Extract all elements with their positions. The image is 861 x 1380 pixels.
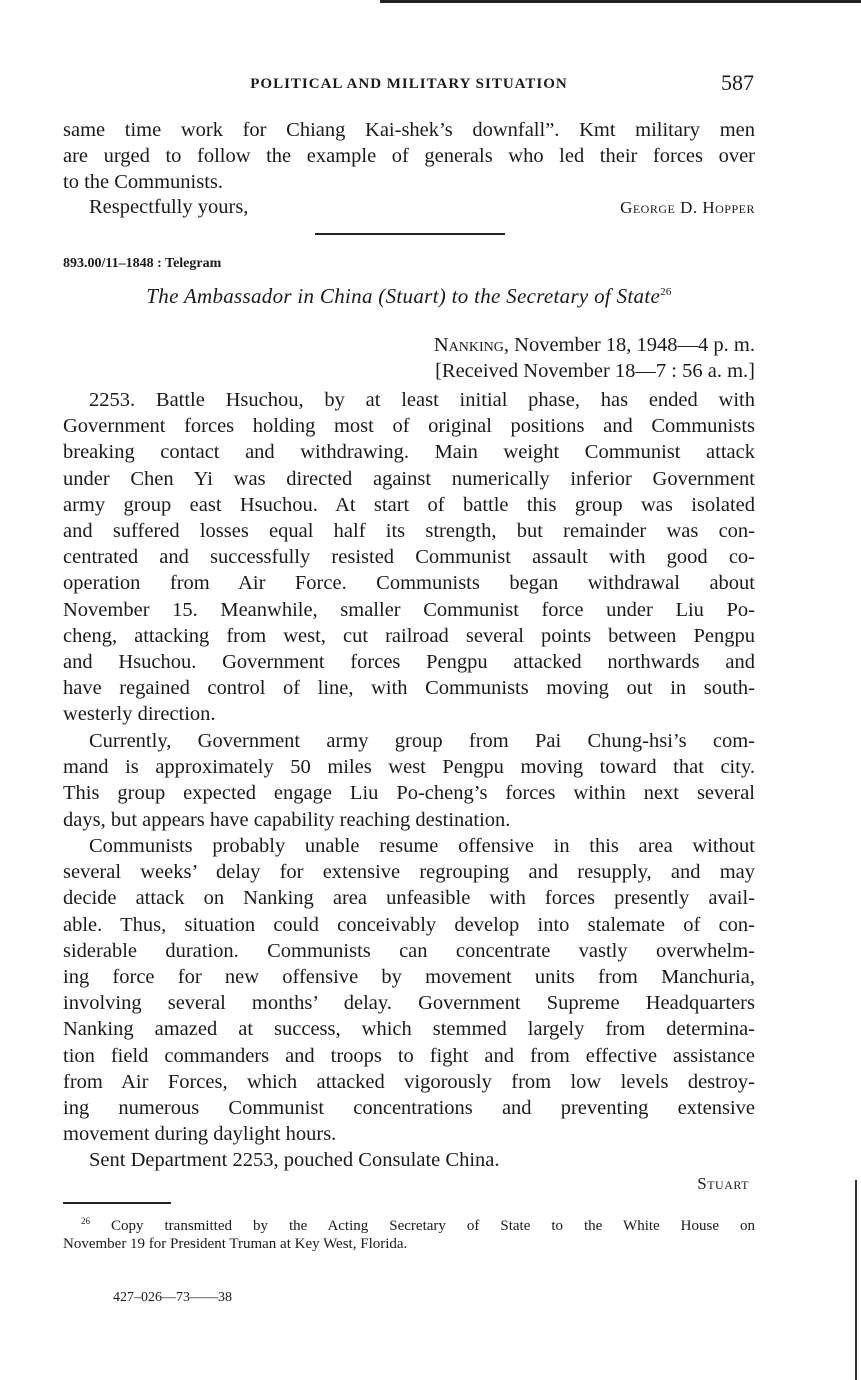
footnote-rule xyxy=(63,1202,171,1204)
text-line: and Hsuchou. Government forces Pengpu attacked northwards and xyxy=(63,650,755,673)
text-line: ing numerous Communist concentrations and preventing extensive xyxy=(63,1096,755,1119)
text-line: Nanking amazed at success, which stemmed largely from determina- xyxy=(63,1018,755,1041)
document-file-id: 893.00/11–1848 : Telegram xyxy=(63,256,222,271)
print-code: 427–026—73——38 xyxy=(113,1290,232,1305)
document-title xyxy=(63,284,755,309)
text-line: tion field commanders and troops to fight and from effective assistance xyxy=(63,1044,755,1067)
text-line: decide attack on Nanking area unfeasible with forces presently avail- xyxy=(63,887,755,910)
body-paragraph-2 xyxy=(63,728,755,833)
text-line: same time work for Chiang Kai-shek’s downfall”. Kmt military men xyxy=(63,119,755,141)
dateline-time: , November 18, 1948—4 p. m. xyxy=(503,334,755,356)
text-line: Government forces holding most of original positions and Communists xyxy=(63,415,755,438)
text-line: several weeks’ delay for extensive regrouping and resupply, and may xyxy=(63,861,755,884)
text-line: centrated and successfully resisted Communist assault with good co- xyxy=(63,546,755,569)
page-number: 587 xyxy=(721,70,754,95)
text-line: siderable duration. Communists can concentrate vastly overwhelm- xyxy=(63,939,755,962)
text-line: ing force for new offensive by movement units from Manchuria, xyxy=(63,965,755,988)
text-line: are urged to follow the example of generals who led their forces over xyxy=(63,145,755,168)
text-line: have regained control of line, with Communists moving out in south- xyxy=(63,677,755,700)
text-line: Sent Department 2253, pouched Consulate China. xyxy=(89,1149,500,1171)
footnote-line: November 19 for President Truman at Key West, Florida. xyxy=(63,1236,408,1252)
text-line: movement during daylight hours. xyxy=(63,1123,337,1146)
text-line: involving several months’ delay. Government Supreme Headquarters xyxy=(63,992,755,1015)
text-line: Currently, Government army group from Pai Chung-hsi’s com- xyxy=(89,730,755,752)
page-edge-shadow xyxy=(855,1180,857,1380)
dateline xyxy=(434,332,755,384)
body-paragraph-4 xyxy=(63,1147,755,1173)
footnote xyxy=(63,1212,755,1253)
text-line: mand is approximately 50 miles west Pengpu moving toward that city. xyxy=(63,756,755,779)
text-line: operation from Air Force. Communists began withdrawal about xyxy=(63,572,755,595)
text-line: breaking contact and withdrawing. Main weight Communist attack xyxy=(63,441,755,464)
text-line: This group expected engage Liu Po-cheng’s forces within next several xyxy=(63,782,755,805)
text-line: Communists probably unable resume offensive in this area without xyxy=(89,835,755,857)
top-edge-rule xyxy=(380,0,861,3)
salutation: Respectfully yours, xyxy=(89,196,249,218)
footnote-line xyxy=(63,1212,755,1235)
text-line: westerly direction. xyxy=(63,703,216,726)
carryover-paragraph xyxy=(63,117,755,196)
footnote-marker: 26 xyxy=(81,1216,90,1226)
text-line: to the Communists. xyxy=(63,171,224,194)
text-line: from Air Forces, which attacked vigorously from low levels destroy- xyxy=(63,1070,755,1093)
signer-name: George D. Hopper xyxy=(620,198,755,217)
section-divider xyxy=(315,233,505,235)
text-line: 2253. Battle Hsuchou, by at least initial phase, has ended with xyxy=(89,389,755,411)
body-paragraph-1 xyxy=(63,387,755,727)
running-head: POLITICAL AND MILITARY SITUATION xyxy=(250,76,568,92)
telegram-signature: Stuart xyxy=(697,1174,749,1193)
text-line: and suffered losses equal half its strength, but remainder was con- xyxy=(63,519,755,542)
footnote-text: Copy transmitted by the Acting Secretary of State to the White House on xyxy=(111,1218,756,1234)
dateline-received: [Received November 18—7 : 56 a. m.] xyxy=(435,360,755,382)
footnote-reference: 26 xyxy=(660,286,672,298)
text-line: cheng, attacking from west, cut railroad several points between Pengpu xyxy=(63,624,755,647)
text-line: army group east Hsuchou. At start of battle this group was isolated xyxy=(63,493,755,516)
text-line: November 15. Meanwhile, smaller Communist force under Liu Po- xyxy=(63,598,755,621)
dateline-place: Nanking xyxy=(433,334,504,356)
body-paragraph-3 xyxy=(63,833,755,1147)
text-line: days, but appears have capability reaching destination. xyxy=(63,808,511,831)
dateline-sent xyxy=(434,332,755,358)
text-line: able. Thus, situation could conceivably develop into stalemate of con- xyxy=(63,913,755,936)
page-header xyxy=(62,68,756,104)
document-title-text: The Ambassador in China (Stuart) to the Secretary of State xyxy=(146,284,661,308)
text-line: under Chen Yi was directed against numerically inferior Government xyxy=(63,467,755,490)
